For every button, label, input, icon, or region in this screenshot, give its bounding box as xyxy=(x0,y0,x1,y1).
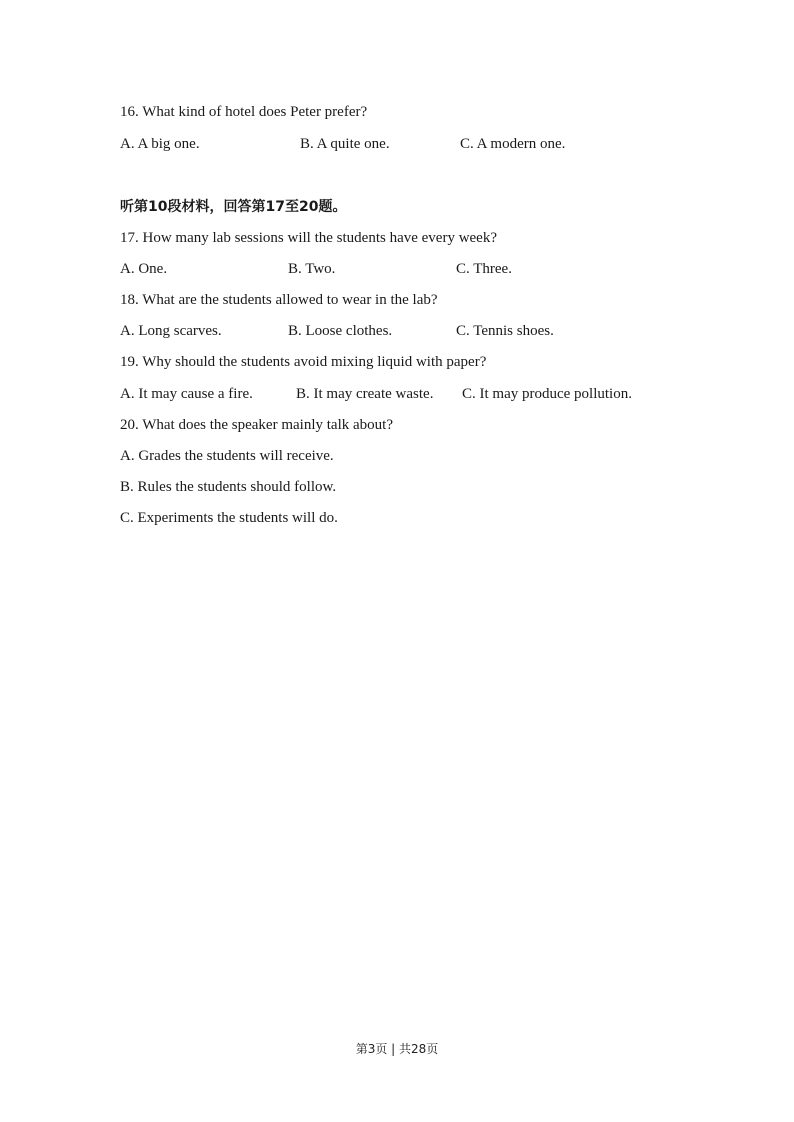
option-17-c: C. Three. xyxy=(456,261,512,277)
question-18: 18. What are the students allowed to wear in the lab? xyxy=(120,292,438,308)
option-17-b: B. Two. xyxy=(288,261,336,277)
question-16-options xyxy=(120,134,680,154)
section-10-heading: 听第10段材料，回答第17至20题。 xyxy=(120,199,347,215)
option-16-a: A. A big one. xyxy=(120,136,200,152)
question-17-options xyxy=(120,259,680,279)
option-18-b: B. Loose clothes. xyxy=(288,323,393,339)
option-19-a: A. It may cause a fire. xyxy=(120,386,253,402)
question-19-options xyxy=(120,384,680,404)
question-20: 20. What does the speaker mainly talk about? xyxy=(120,417,393,433)
option-17-a: A. One. xyxy=(120,261,168,277)
question-16: 16. What kind of hotel does Peter prefer? xyxy=(120,104,368,120)
question-19: 19. Why should the students avoid mixing liquid with paper? xyxy=(120,354,487,370)
option-19-b: B. It may create waste. xyxy=(296,386,434,402)
option-19-c: C. It may produce pollution. xyxy=(462,386,632,402)
question-17: 17. How many lab sessions will the students have every week? xyxy=(120,230,497,246)
option-16-b: B. A quite one. xyxy=(300,136,390,152)
option-18-a: A. Long scarves. xyxy=(120,323,222,339)
option-20-c: C. Experiments the students will do. xyxy=(120,510,338,526)
page-footer: 第3页 | 共28页 xyxy=(355,1042,439,1056)
option-18-c: C. Tennis shoes. xyxy=(456,323,554,339)
question-18-options xyxy=(120,321,680,341)
option-20-a: A. Grades the students will receive. xyxy=(120,448,334,464)
option-20-b: B. Rules the students should follow. xyxy=(120,479,337,495)
option-16-c: C. A modern one. xyxy=(460,136,566,152)
